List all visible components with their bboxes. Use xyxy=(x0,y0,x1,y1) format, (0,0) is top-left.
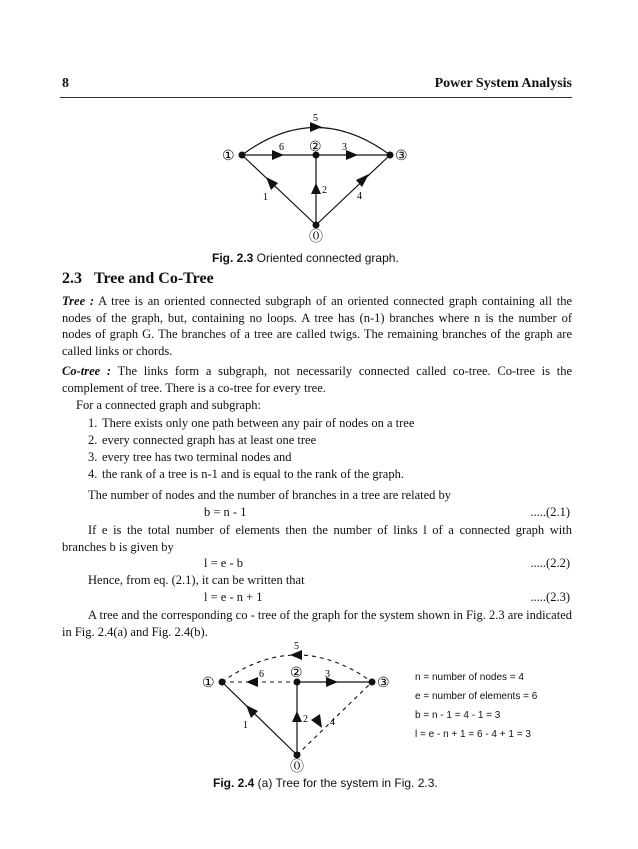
section-number: 2.3 xyxy=(62,270,82,287)
page-number: 8 xyxy=(62,76,69,91)
figure-2-4-caption-text: (a) Tree for the system in Fig. 2.3. xyxy=(254,776,438,790)
branch-4-label: 4 xyxy=(357,191,362,202)
tree-text: A tree is an oriented connected subgraph of an oriented connected graph containing all the nodes of the graph, but, containing no loops. A tree has (n-1) branches where n is the number of nodes of graph G. The branches of a tree are called twigs. The remaining branches of the graph are called links or chords. xyxy=(62,294,573,358)
branch-6-label: 6 xyxy=(279,142,284,153)
equation-2-2: l = e - b xyxy=(204,556,243,570)
twig-1 xyxy=(222,682,297,755)
figure-2-3-graph xyxy=(0,100,638,250)
branch-3-arrow xyxy=(346,150,358,160)
properties-list xyxy=(88,416,414,484)
link-6-arrow xyxy=(246,677,258,687)
header-rule xyxy=(60,97,572,98)
node-1-dot xyxy=(239,152,246,159)
legend-item: e = number of elements = 6 xyxy=(415,691,538,702)
list-item xyxy=(88,416,414,433)
figure-2-4-caption xyxy=(213,776,438,790)
branch-1-label: 1 xyxy=(243,720,248,731)
branch-1 xyxy=(242,155,316,225)
relation-text: The number of nodes and the number of branches in a tree are related by xyxy=(88,488,452,502)
branch-2-arrow xyxy=(311,183,321,194)
list-item xyxy=(88,450,414,467)
link-4-arrow xyxy=(311,714,322,728)
figure-2-3-label: Fig. 2.3 xyxy=(212,251,254,265)
list-item-text: every connected graph has at least one tree xyxy=(102,433,317,447)
twig-2-arrow xyxy=(292,711,302,722)
list-item-number: 4. xyxy=(88,467,98,481)
tree-term: Tree : xyxy=(62,294,95,308)
list-item xyxy=(88,467,414,484)
list-item-number: 1. xyxy=(88,416,98,430)
list-item-number: 3. xyxy=(88,450,98,464)
equation-2-1-tag: .....(2.1) xyxy=(530,505,570,519)
cotree-text: The links form a subgraph, not necessarily connected called co-tree. Co-tree is the complement of tree. There is a co-tree for every tree. xyxy=(62,364,572,395)
list-item-text: There exists only one path between any pair of nodes on a tree xyxy=(102,416,415,430)
node-3-label: ③ xyxy=(377,676,390,691)
node-1-label: ① xyxy=(222,149,235,164)
branch-6-label: 6 xyxy=(259,669,264,680)
node-0-label: ⓪ xyxy=(309,230,323,245)
hence-text: Hence, from eq. (2.1), it can be written that xyxy=(88,573,305,587)
equation-2-2-tag: .....(2.2) xyxy=(530,556,570,570)
list-item-text: the rank of a tree is n-1 and is equal to the rank of the graph. xyxy=(102,467,404,481)
section-title: Tree and Co-Tree xyxy=(94,270,214,287)
list-item xyxy=(88,433,414,450)
final-paragraph: A tree and the corresponding co - tree of the graph for the system shown in Fig. 2.3 are indicated in Fig. 2.4(a) and Fig. 2.4(b). xyxy=(62,608,572,639)
figure-2-4-tree xyxy=(0,636,638,776)
branch-2-label: 2 xyxy=(303,714,308,725)
node-0-dot xyxy=(294,752,301,759)
node-2-label: ② xyxy=(290,666,303,681)
legend-item: n = number of nodes = 4 xyxy=(415,672,524,683)
branch-1-label: 1 xyxy=(263,192,268,203)
node-2-label: ② xyxy=(309,140,322,155)
section-heading xyxy=(62,270,214,288)
list-intro: For a connected graph and subgraph: xyxy=(76,398,262,412)
cotree-definition xyxy=(62,363,572,396)
figure-2-3-caption xyxy=(212,251,399,265)
node-3-dot xyxy=(369,679,376,686)
figure-2-4-label: Fig. 2.4 xyxy=(213,776,255,790)
equation-2-1: b = n - 1 xyxy=(204,505,247,519)
node-0-dot xyxy=(313,222,320,229)
node-3-dot xyxy=(387,152,394,159)
branch-2-label: 2 xyxy=(322,185,327,196)
branch-4 xyxy=(316,155,390,225)
branch-5-label: 5 xyxy=(294,641,299,652)
equation-2-3-tag: .....(2.3) xyxy=(530,590,570,604)
legend-item: l = e - n + 1 = 6 - 4 + 1 = 3 xyxy=(415,729,531,740)
branch-5-label: 5 xyxy=(313,113,318,124)
figure-2-4-legend xyxy=(415,668,537,744)
figure-2-3-caption-text: Oriented connected graph. xyxy=(253,251,399,265)
branch-3-label: 3 xyxy=(325,669,330,680)
cotree-term: Co-tree : xyxy=(62,364,112,378)
links-paragraph: If e is the total number of elements then the number of links l of a connected graph with branches b is given by xyxy=(62,523,572,554)
tree-definition xyxy=(62,293,572,359)
list-item-number: 2. xyxy=(88,433,98,447)
legend-item: b = n - 1 = 4 - 1 = 3 xyxy=(415,710,501,721)
branch-3-label: 3 xyxy=(342,142,347,153)
branch-4-label: 4 xyxy=(330,717,335,728)
node-1-label: ① xyxy=(202,676,215,691)
list-item-text: every tree has two terminal nodes and xyxy=(102,450,292,464)
running-title: Power System Analysis xyxy=(434,76,572,91)
node-1-dot xyxy=(219,679,226,686)
node-3-label: ③ xyxy=(395,149,408,164)
equation-2-3: l = e - n + 1 xyxy=(204,590,263,604)
node-0-label: ⓪ xyxy=(290,760,304,775)
